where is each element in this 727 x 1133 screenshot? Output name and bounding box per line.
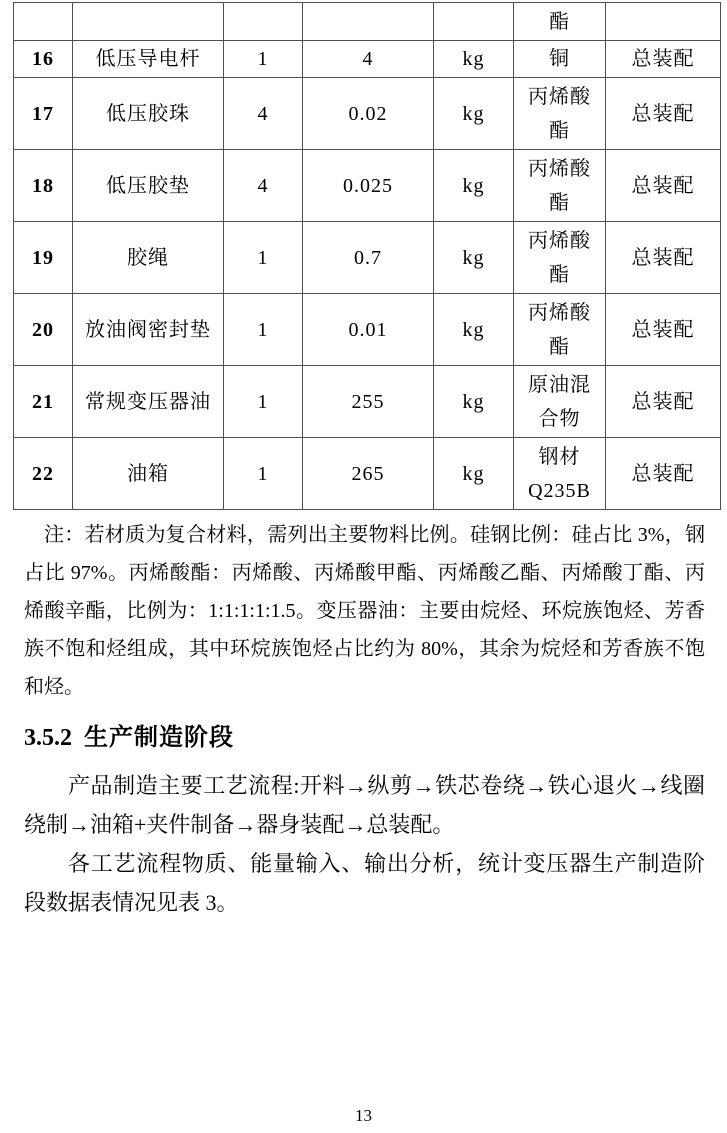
materials-table [13,2,721,510]
table-cell-qty: 1 [224,41,303,78]
table-cell-qty: 1 [224,438,303,510]
table-row [14,41,721,78]
table-cell-stage: 总装配 [606,78,721,150]
table-cell-unit: kg [434,150,514,222]
table-row [14,294,721,366]
table-cell-amount: 0.02 [303,78,434,150]
table-row [14,150,721,222]
table-cell [224,3,303,41]
body-paragraph-analysis: 各工艺流程物质、能量输入、输出分析，统计变压器生产制造阶段数据表情况见表 3。 [24,851,705,915]
section-heading-title: 生产制造阶段 [84,725,234,751]
body-paragraph-process-flow: 产品制造主要工艺流程:开料→纵剪→铁芯卷绕→铁心退火→线圈绕制→油箱+夹件制备→器身装配→总装配。 [24,773,705,837]
table-cell-no: 20 [14,294,73,366]
table-cell [73,3,224,41]
table-cell-amount: 4 [303,41,434,78]
table-cell-material: 丙烯酸酯 [514,150,606,222]
table-cell-material: 原油混合物 [514,366,606,438]
table-cell-unit: kg [434,41,514,78]
section-heading [24,720,705,756]
table-cell [606,3,721,41]
table-cell-stage: 总装配 [606,438,721,510]
table-cell-unit: kg [434,438,514,510]
table-note: 注：若材质为复合材料，需列出主要物料比例。硅钢比例：硅占比 3%，钢占比 97%。丙烯酸酯：丙烯酸、丙烯酸甲酯、丙烯酸乙酯、丙烯酸丁酯、丙烯酸辛酯，比例为：1:1:1:1:1.5。变压器油：主要由烷烃、环烷族饱烃、芳香族不饱和烃组成，其中环烷族饱烃占比约为 80%，其余为烷烃和芳香族不饱和烃。 [24,524,705,698]
table-cell-name: 低压胶珠 [73,78,224,150]
table-cell-no: 21 [14,366,73,438]
table-cell-unit: kg [434,222,514,294]
table-cell-amount: 265 [303,438,434,510]
table-cell-name: 低压胶垫 [73,150,224,222]
table-cell-name: 低压导电杆 [73,41,224,78]
table-cell-material: 钢材Q235B [514,438,606,510]
page-number: 13 [355,1106,372,1125]
text-area [0,516,727,922]
table-row [14,222,721,294]
table-cell [14,3,73,41]
table-cell-qty: 1 [224,294,303,366]
table-cell-material: 丙烯酸酯 [514,294,606,366]
table-cell-unit: kg [434,78,514,150]
table-row [14,366,721,438]
table-cell-material: 酯 [514,3,606,41]
table-cell-name: 油箱 [73,438,224,510]
table-cell-amount: 0.01 [303,294,434,366]
table-cell-amount: 0.025 [303,150,434,222]
table-cell-qty: 1 [224,222,303,294]
table-cell-stage: 总装配 [606,294,721,366]
table-cell-no: 19 [14,222,73,294]
table-cell-unit: kg [434,294,514,366]
table-row [14,438,721,510]
table-cell [434,3,514,41]
table-cell [303,3,434,41]
table-row [14,78,721,150]
table-cell-stage: 总装配 [606,150,721,222]
table-row-partial [14,3,721,41]
table-cell-stage: 总装配 [606,366,721,438]
table-cell-material: 铜 [514,41,606,78]
table-cell-qty: 4 [224,150,303,222]
table-cell-amount: 255 [303,366,434,438]
table-cell-stage: 总装配 [606,222,721,294]
table-cell-no: 18 [14,150,73,222]
table-cell-name: 胶绳 [73,222,224,294]
table-cell-qty: 1 [224,366,303,438]
table-cell-material: 丙烯酸酯 [514,78,606,150]
table-cell-name: 常规变压器油 [73,366,224,438]
table-cell-stage: 总装配 [606,41,721,78]
section-heading-number: 3.5.2 [24,725,72,751]
table-cell-unit: kg [434,366,514,438]
table-cell-material: 丙烯酸酯 [514,222,606,294]
table-cell-amount: 0.7 [303,222,434,294]
table-cell-no: 22 [14,438,73,510]
table-cell-no: 17 [14,78,73,150]
table-cell-name: 放油阀密封垫 [73,294,224,366]
table-cell-qty: 4 [224,78,303,150]
table-cell-no: 16 [14,41,73,78]
